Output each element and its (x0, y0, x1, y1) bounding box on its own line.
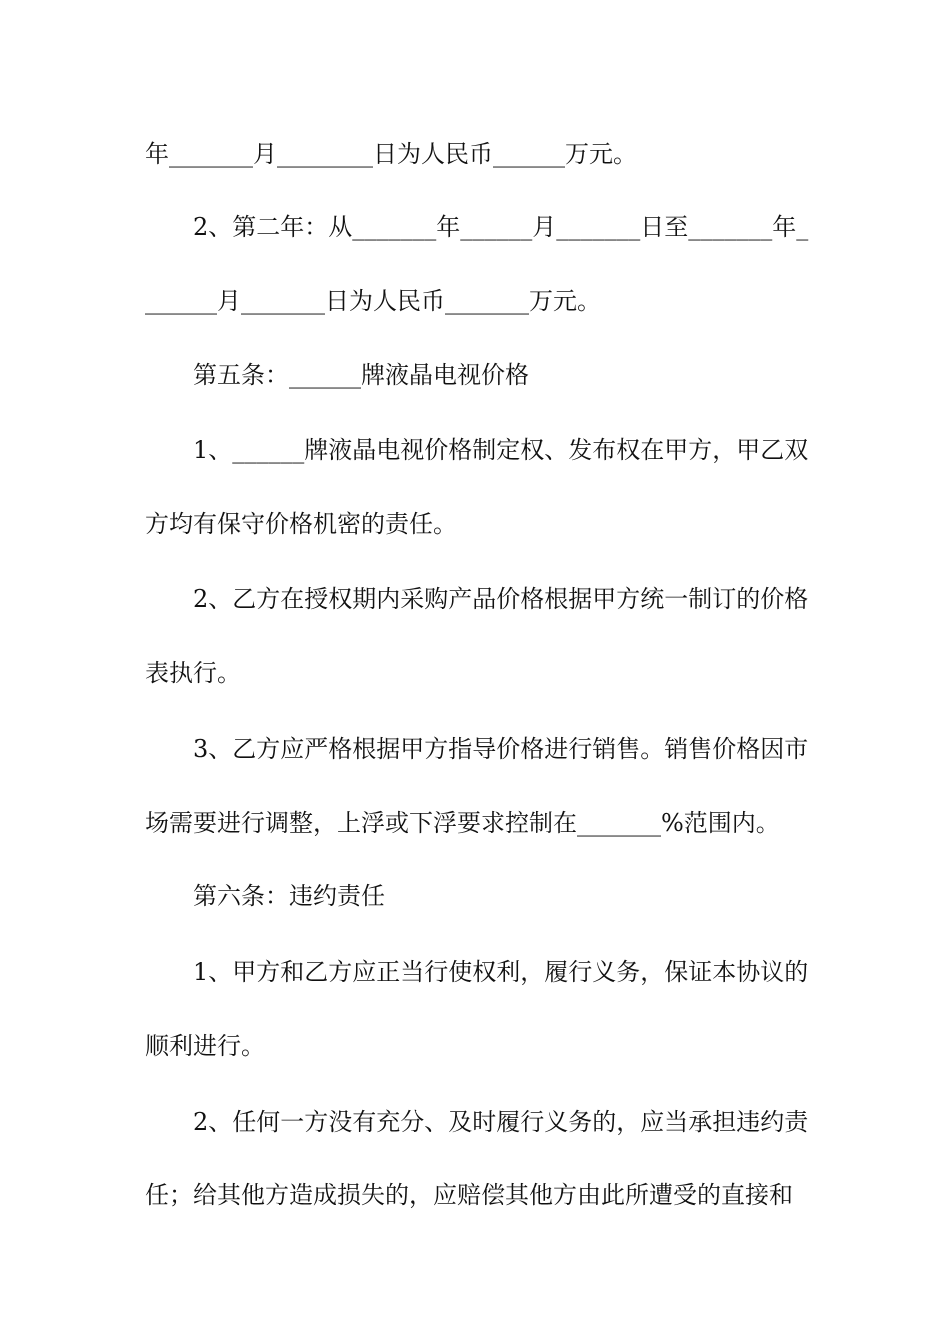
text-line: 方均有保守价格机密的责任。 (145, 510, 457, 538)
text-line: 任；给其他方造成损失的，应赔偿其他方由此所遭受的直接和 (145, 1181, 793, 1209)
section-heading: 第五条：______牌液晶电视价格 (193, 361, 529, 389)
text-line: 1、甲方和乙方应正当行使权利，履行义务，保证本协议的 (193, 958, 809, 986)
text-line: 2、第二年：从_______年______月_______日至_______年_ (193, 213, 809, 241)
text-line: 顺利进行。 (145, 1032, 265, 1060)
text-line: 1、______牌液晶电视价格制定权、发布权在甲方，甲乙双 (193, 436, 809, 464)
text-line: 2、任何一方没有充分、及时履行义务的，应当承担违约责 (193, 1108, 809, 1136)
text-line: 场需要进行调整，上浮或下浮要求控制在_______%范围内。 (145, 809, 780, 837)
text-line: 2、乙方在授权期内采购产品价格根据甲方统一制订的价格 (193, 585, 809, 613)
text-line: 表执行。 (145, 659, 241, 687)
text-line: 3、乙方应严格根据甲方指导价格进行销售。销售价格因市 (193, 735, 809, 763)
text-line: ______月_______日为人民币_______万元。 (145, 287, 601, 315)
section-heading: 第六条：违约责任 (193, 882, 385, 910)
text-line: 年_______月________日为人民币______万元。 (145, 140, 637, 168)
